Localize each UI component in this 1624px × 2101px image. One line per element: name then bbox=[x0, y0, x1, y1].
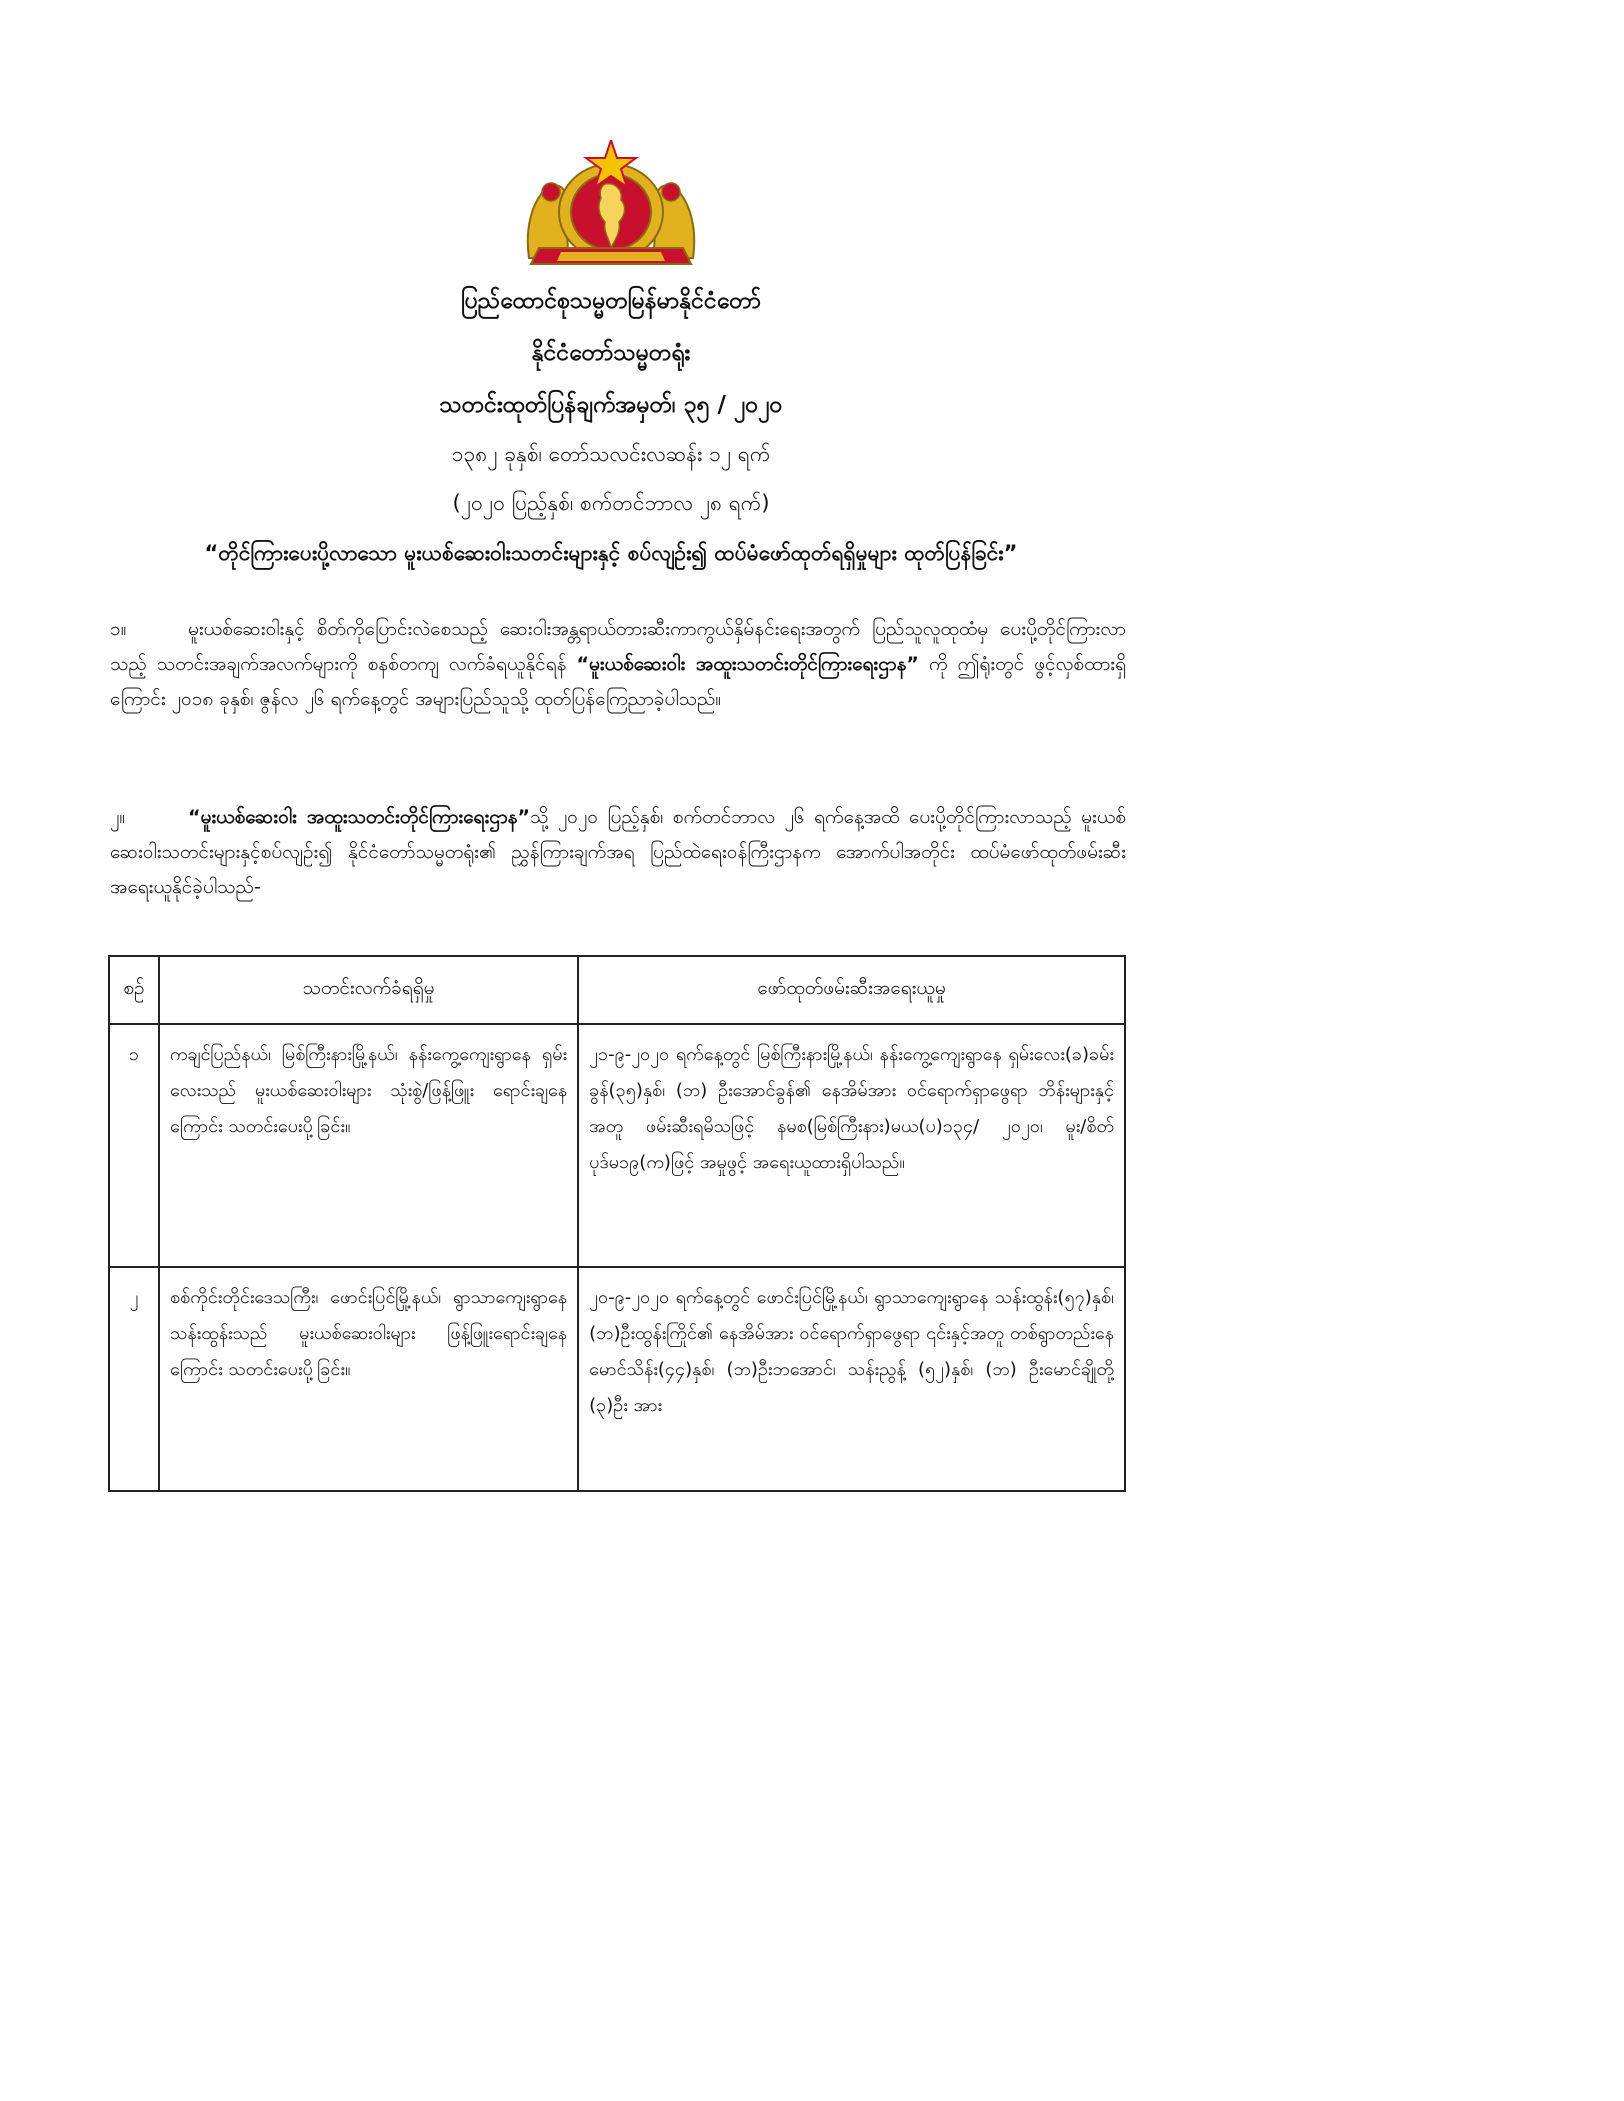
state-seal-emblem bbox=[521, 140, 701, 268]
column-header-action: ဖော်ထုတ်ဖမ်းဆီးအရေးယူမှု bbox=[578, 956, 1125, 1024]
row-number: ၁ bbox=[109, 1024, 159, 1267]
gregorian-date: (၂၀၂၀ ပြည့်နှစ်၊ စက်တင်ဘာလ ၂၈ ရက်) bbox=[452, 491, 770, 515]
myanmar-date: ၁၃၈၂ ခုနှစ်၊ တော်သလင်းလဆန်း ၁၂ ရက် bbox=[451, 442, 771, 466]
cases-table bbox=[108, 955, 1126, 1492]
government-title: ပြည်ထောင်စုသမ္မတမြန်မာနိုင်ငံတော် bbox=[460, 288, 762, 314]
table-row bbox=[109, 1024, 1125, 1267]
release-number: သတင်းထုတ်ပြန်ချက်အမှတ်၊ ၃၅ / ၂၀၂၀ bbox=[439, 392, 783, 418]
paragraph-text: မူးယစ်ဆေးဝါးနှင့် စိတ်ကိုပြောင်းလဲစေသည့် ဆေးဝါးအန္တရာယ်တားဆီးကာကွယ်နှိမ်နင်းရေးအတွက် ပြည်သူလူထုထံမှ ပေးပို့တိုင်ကြားလာသည့် သတင်းအချက်အလက်များကို စနစ်တကျ လက်ခံရယူနိုင်ရန် bbox=[110, 618, 1126, 675]
paragraph-text: သို့ ၂၀၂၀ ပြည့်နှစ်၊ စက်တင်ဘာလ ၂၆ ရက်နေ့အထိ ပေးပို့တိုင်ကြားလာသည့် မူးယစ်ဆေးဝါးသတင်းများနှင့်စပ်လျဉ်း၍ နိုင်ငံတော်သမ္မတရုံး၏ ညွှန်ကြားချက်အရ ပြည်ထဲရေးဝန်ကြီးဌာနက အောက်ပါအတိုင်း ထပ်မံဖော်ထုတ်ဖမ်းဆီးအရေးယူနိုင်ခဲ့ပါသည်- bbox=[110, 806, 1126, 898]
action-cell: ၂၀-၉-၂၀၂၀ ရက်နေ့တွင် ဖောင်းပြင်မြို့နယ်၊ ရွာသာကျေးရွာနေ သန်းထွန်း(၅၇)နှစ်၊ (ဘ)ဦးထွန်းကြိုင်၏ နေအိမ်အား ဝင်ရောက်ရှာဖွေရာ ၎င်းနှင့်အတူ တစ်ရွာတည်းနေ မောင်သိန်း(၄၄)နှစ်၊ (ဘ)ဦးဘအောင်၊ သန်းညွန့် (၅၂)နှစ်၊ (ဘ) ဦးမောင်ချိုတို့ (၃)ဦး အား bbox=[578, 1267, 1125, 1491]
action-cell: ၂၁-၉-၂၀၂၀ ရက်နေ့တွင် မြစ်ကြီးနားမြို့နယ်၊ နန်းကွေ့ကျေးရွာနေ ရှမ်းလေး(ခ)ခမ်းခွန်(၃၅)နှစ်၊ (ဘ) ဦးအောင်ခွန်၏ နေအိမ်အား ဝင်ရောက်ရှာဖွေရာ ဘိန်းများနှင့်အတူ ဖမ်းဆီးရမိသဖြင့် နမစ(မြစ်ကြီးနား)မယ(ပ)၁၃၄/ ၂၀၂၀၊ မူး/စိတ်ပုဒ်မ၁၉(က)ဖြင့် အမှုဖွင့် အရေးယူထားရှိပါသည်။ bbox=[578, 1024, 1125, 1267]
paragraph-number: ၂။ bbox=[110, 806, 126, 828]
received-cell: ကချင်ပြည်နယ်၊ မြစ်ကြီးနားမြို့နယ်၊ နန်းကွေ့ကျေးရွာနေ ရှမ်းလေးသည် မူးယစ်ဆေးဝါးများ သုံးစွဲ/ဖြန့်ဖြူး ရောင်းချနေကြောင်း သတင်းပေးပို့ခြင်း။ bbox=[159, 1024, 578, 1267]
column-header-no: စဉ် bbox=[109, 956, 159, 1024]
headline: “တိုင်ကြားပေးပို့လာသော မူးယစ်ဆေးဝါးသတင်းများနှင့် စပ်လျဉ်း၍ ထပ်မံဖော်ထုတ်ရရှိမှုများ ထုတ်ပြန်ခြင်း” bbox=[204, 541, 1018, 565]
state-seal-icon bbox=[521, 140, 701, 268]
paragraph-1 bbox=[110, 612, 1126, 717]
paragraph-bold-text: “မူးယစ်ဆေးဝါး အထူးသတင်းတိုင်ကြားရေးဌာန” bbox=[576, 653, 919, 675]
row-number: ၂ bbox=[109, 1267, 159, 1491]
paragraph-text: ကို ဤရုံးတွင် ဖွင့်လှစ်ထားရှိကြောင်း ၂၀၁၈ ခုနှစ်၊ ဇွန်လ ၂၆ ရက်နေ့တွင် အများပြည်သူသို့ ထုတ်ပြန်ကြေညာခဲ့ပါသည်။ bbox=[110, 653, 1126, 710]
paragraph-bold-text: “မူးယစ်ဆေးဝါး အထူးသတင်းတိုင်ကြားရေးဌာန” bbox=[188, 806, 530, 828]
table-row bbox=[109, 1267, 1125, 1491]
column-header-received: သတင်းလက်ခံရရှိမှု bbox=[159, 956, 578, 1024]
office-title: နိုင်ငံတော်သမ္မတရုံး bbox=[531, 340, 691, 366]
paragraph-2 bbox=[110, 800, 1126, 905]
received-cell: စစ်ကိုင်းတိုင်းဒေသကြီး၊ ဖောင်းပြင်မြို့နယ်၊ ရွာသာကျေးရွာနေ သန်းထွန်းသည် မူးယစ်ဆေးဝါးများ ဖြန့်ဖြူးရောင်းချနေကြောင်း သတင်းပေးပို့ခြင်း။ bbox=[159, 1267, 578, 1491]
paragraph-number: ၁။ bbox=[110, 618, 127, 640]
table-header-row bbox=[109, 956, 1125, 1024]
